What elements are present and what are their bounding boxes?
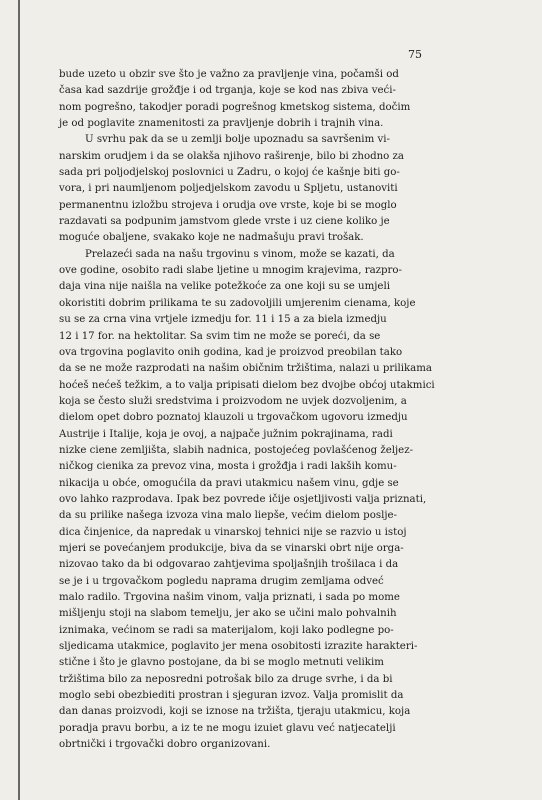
text-line: Austrije i Italije, koja je ovoj, a najpače južnim pokrajinama, radi <box>59 428 393 440</box>
text-line: koja se često služi sredstvima i proizvodom ne uvjek dozvoljenim, a <box>59 395 407 407</box>
text-line: 12 i 17 for. na hektolitar. Sa svim tim ne može se poreći, da se <box>59 330 381 342</box>
text-line: ova trgovina poglavito onih godina, kad je proizvod preobilan tako <box>59 346 403 358</box>
text-line: obrtnički i trgovački dobro organizovani. <box>59 739 271 751</box>
text-line: nizke ciene zemljišta, slabih nadnica, postojećeg povlašćenog željez- <box>59 444 414 456</box>
page-number: 75 <box>408 48 422 61</box>
text-line: se je i u trgovačkom pogledu naprama drugim zemljama odveć <box>59 575 384 587</box>
text-line: da se ne može razprodati na našim običnim tržištima, nalazi u prilikama <box>59 363 432 375</box>
text-line: sljedicama utakmice, poglavito jer mena osobitosti izrazite harakteri- <box>59 641 418 653</box>
text-line: ovo lahko razprodava. Ipak bez povrede ičije osjetljivosti valja priznati, <box>59 493 427 505</box>
text-line: razdavati sa podpunim jamstvom glede vrste i uz ciene koliko je <box>59 216 390 228</box>
text-line: narskim orudjem i da se olakša njihovo raširenje, bilo bi zhodno za <box>59 150 404 162</box>
text-line: moglo sebi obezbiediti prostran i sjeguran izvoz. Valja promislit da <box>59 690 404 702</box>
text-line: moguće obaljene, svakako koje ne nadmašuju pravi trošak. <box>59 232 364 244</box>
text-line: Prelazeći sada na našu trgovinu s vinom, može se kazati, da <box>85 248 395 260</box>
text-line: tržištima bilo za neposredni potrošak bilo za druge svrhe, i da bi <box>59 673 393 685</box>
text-line: permanentnu izložbu strojeva i orudja ove vrste, koje bi se moglo <box>59 199 397 211</box>
text-line: mjeri se povećanjem produkcije, biva da se vinarski obrt nije orga- <box>59 542 404 554</box>
text-line: daja vina nije naišla na velike potežkoće za one koji su se umjeli <box>59 281 390 293</box>
text-line: mišljenju stoji na slabom temelju, jer ako se učini malo pohvalnih <box>59 608 397 620</box>
text-line: U svrhu pak da se u zemlji bolje upoznadu sa savršenim vi- <box>85 134 390 146</box>
body-text <box>59 67 437 753</box>
text-line: dica činjenice, da napredak u vinarskoj tehnici nije se razvio u istoj <box>59 526 407 538</box>
text-line: vora, i pri naumljenom poljedjelskom zavodu u Spljetu, ustanoviti <box>59 183 398 195</box>
text-line: da su prilike našega izvoza vina malo liepše, većim dielom poslje- <box>59 510 397 522</box>
binding-edge <box>18 0 20 800</box>
text-line: iznimaka, većinom se radi sa materijalom, koji lako podlegne po- <box>59 624 394 636</box>
text-line: okoristiti dobrim prilikama te su zadovoljili umjerenim cienama, koje <box>59 297 416 309</box>
text-line: ničkog cienika za prevoz vina, mosta i grožđja i radi lakših komu- <box>59 461 397 473</box>
text-line: dan danas proizvodi, koji se iznose na tržišta, tjeraju utakmicu, koja <box>59 706 411 718</box>
text-line: nizovao tako da bi odgovarao zahtjevima spoljašnjih trošilaca i da <box>59 559 399 571</box>
text-line: su se za crna vina vrtjele izmedju for. 11 i 15 a za biela izmedju <box>59 314 387 326</box>
text-line: dielom opet dobro poznatoj klauzoli u trgovačkom ugovoru izmedju <box>59 412 408 424</box>
text-line: stične i što je glavno postojane, da bi se moglo metnuti velikim <box>59 657 384 669</box>
text-line: nikacija u obće, omogućila da pravi utakmicu našem vinu, gdje se <box>59 477 399 489</box>
text-line: sada pri poljodjelskoj poslovnici u Zadru, o kojoj će kašnje biti go- <box>59 167 400 179</box>
text-line: malo radilo. Trgovina našim vinom, valja priznati, i sada po mome <box>59 592 400 603</box>
text-line: hoćeš nećeš težkim, a to valja pripisati dielom bez dvojbe obćoj utakmici <box>59 379 435 391</box>
text-line: bude uzeto u obzir sve što je važno za pravljenje vina, počamši od <box>59 69 399 80</box>
text-line: nom pogrešno, takodjer poradi pogrešnog kmetskog sistema, dočim <box>59 101 411 113</box>
text-line: je od poglavite znamenitosti za pravljenje dobrih i trajnih vina. <box>59 118 384 130</box>
text-line: poradja pravu borbu, a iz te ne mogu izuiet glavu već natjecatelji <box>59 722 396 734</box>
text-line: časa kad sazdrije grožđje i od trganja, koje se kod nas zbiva veći- <box>59 85 396 97</box>
text-line: ove godine, osobito radi slabe ljetine u mnogim krajevima, razpro- <box>59 265 402 277</box>
